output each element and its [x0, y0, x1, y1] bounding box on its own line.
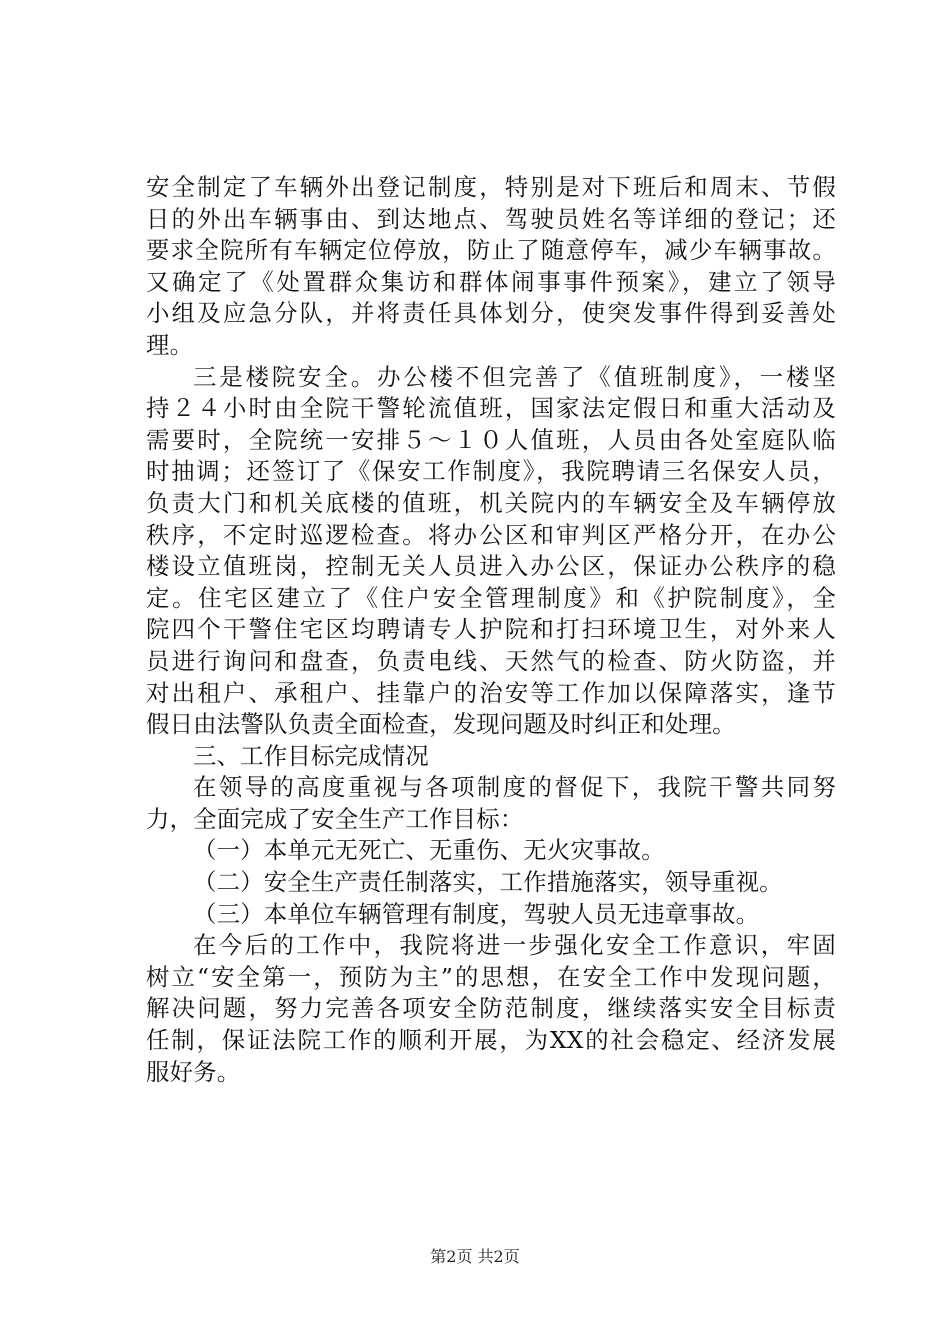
text-line: 院四个干警住宅区均聘请专人护院和打扫环境卫生，对外来人 — [146, 615, 836, 644]
text-line: 楼设立值班岗，控制无关人员进入办公区，保证办公秩序的稳 — [146, 552, 836, 581]
text-line: （三）本单位车辆管理有制度，驾驶人员无违章事故。 — [193, 899, 760, 928]
page-footer: 第2页 共2页 — [430, 1247, 520, 1266]
text-line: 安全制定了车辆外出登记制度，特别是对下班后和周末、节假 — [146, 173, 836, 201]
text-line: 在领导的高度重视与各项制度的督促下，我院干警共同努 — [193, 773, 836, 802]
text-line: 员进行询问和盘查，负责电线、天然气的检查、防火防盗，并 — [146, 646, 836, 675]
text-line: 三、工作目标完成情况 — [193, 741, 429, 770]
text-line: 时抽调；还签订了《保安工作制度》，我院聘请三名保安人员， — [146, 457, 836, 486]
text-line: 小组及应急分队，并将责任具体划分，使突发事件得到妥善处 — [146, 299, 836, 328]
text-line: 日的外出车辆事由、到达地点、驾驶员姓名等详细的登记；还 — [146, 204, 836, 233]
text-line: （一）本单元无死亡、无重伤、无火灾事故。 — [193, 836, 665, 865]
text-line: 持２４小时由全院干警轮流值班，国家法定假日和重大活动及 — [146, 394, 836, 423]
text-line: 树立“安全第一，预防为主”的思想，在安全工作中发现问题， — [146, 962, 836, 991]
text-line: 理。 — [146, 330, 194, 359]
text-line: 又确定了《处置群众集访和群体闹事事件预案》，建立了领导 — [146, 267, 836, 296]
text-line: 负责大门和机关底楼的值班，机关院内的车辆安全及车辆停放 — [146, 488, 836, 517]
text-line: 力，全面完成了安全生产工作目标： — [146, 804, 524, 833]
text-line: 在今后的工作中，我院将进一步强化安全工作意识，牢固 — [193, 931, 836, 960]
text-line: 三是楼院安全。办公楼不但完善了《值班制度》，一楼坚 — [193, 362, 836, 391]
text-line: 假日由法警队负责全面检查，发现问题及时纠正和处理。 — [146, 710, 736, 739]
text-line: 解决问题，努力完善各项安全防范制度，继续落实安全目标责 — [146, 994, 836, 1023]
text-line: 需要时，全院统一安排５～１０人值班，人员由各处室庭队临 — [146, 425, 836, 454]
text-line: （二）安全生产责任制落实，工作措施落实，领导重视。 — [193, 868, 783, 897]
document-body — [146, 172, 836, 1088]
text-line: 定。住宅区建立了《住户安全管理制度》和《护院制度》，全 — [146, 583, 836, 612]
text-line: 任制，保证法院工作的顺利开展，为XX的社会稳定、经济发展 — [146, 1026, 836, 1055]
text-line: 要求全院所有车辆定位停放，防止了随意停车，减少车辆事故。 — [146, 236, 836, 265]
text-line: 秩序，不定时巡逻检查。将办公区和审判区严格分开，在办公 — [146, 520, 836, 549]
text-line: 服好务。 — [146, 1057, 241, 1086]
text-line: 对出租户、承租户、挂靠户的治安等工作加以保障落实，逢节 — [146, 678, 836, 707]
